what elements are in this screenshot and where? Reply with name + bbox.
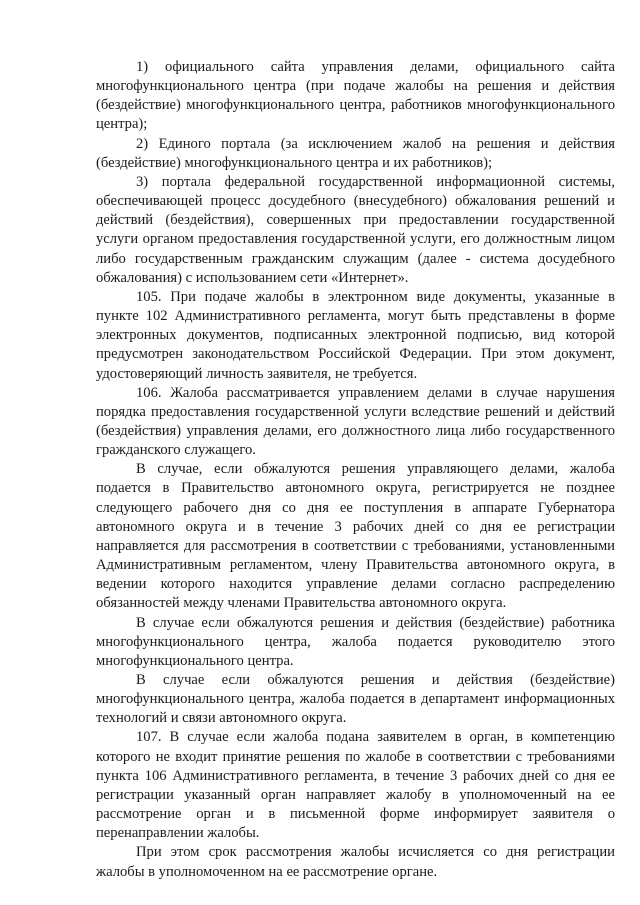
paragraph-review-term: При этом срок рассмотрения жалобы исчисляется со дня регистрации жалобы в уполномоченном на ее рассмотрение органе.	[96, 844, 615, 880]
paragraph-item-3-federal-portal: 3) портала федеральной государственной информационной системы, обеспечивающей процесс досудебного (внесудебного) обжалования решений и действий (бездействия), совершенных при предоставлении государственной услуги органом предоставления государственной услуги, его должностным лицом либо государственным гражданским служащим (далее - система досудебного обжалования) с использованием сети «Интернет».	[96, 173, 615, 286]
document-page	[96, 58, 615, 882]
paragraph-clause-106: 106. Жалоба рассматривается управлением делами в случае нарушения порядка предоставления государственной услуги вследствие решений и действий (бездействия) управления делами, его должностного лица либо государственного гражданского служащего.	[96, 384, 615, 459]
paragraph-mfc-center: В случае если обжалуются решения и действия (бездействие) многофункционального центра, жалоба подается в департамент информационных технологий и связи автономного округа.	[96, 672, 615, 727]
paragraph-item-2-unified-portal: 2) Единого портала (за исключением жалоб на решения и действия (бездействие) многофункционального центра и их работников);	[96, 135, 615, 171]
paragraph-item-1-official-site: 1) официального сайта управления делами, официального сайта многофункционального центра (при подаче жалобы на решения и действия (бездействие) многофункционального центра, работников многофункционального центра);	[96, 59, 615, 133]
paragraph-clause-105: 105. При подаче жалобы в электронном виде документы, указанные в пункте 102 Административного регламента, могут быть представлены в форме электронных документов, подписанных электронной подписью, вид которой предусмотрен законодательством Российской Федерации. При этом документ, удостоверяющий личность заявителя, не требуется.	[96, 288, 615, 382]
paragraph-clause-107: 107. В случае если жалоба подана заявителем в орган, в компетенцию которого не входит принятие решения по жалобе в соответствии с требованиями пункта 106 Административного регламента, в течение 3 рабочих дней со дня ее регистрации указанный орган направляет жалобу в уполномоченный на ее рассмотрение орган и в письменной форме информирует заявителя о перенаправлении жалобы.	[96, 729, 615, 842]
paragraph-mfc-worker: В случае если обжалуются решения и действия (бездействие) работника многофункционального центра, жалоба подается руководителю этого многофункционального центра.	[96, 614, 615, 669]
paragraph-manager-decisions: В случае, если обжалуются решения управляющего делами, жалоба подается в Правительство автономного округа, регистрируется не позднее следующего рабочего дня со дня ее поступления в аппарате Губернатора автономного округа и в течение 3 рабочих дней со дня ее регистрации направляется для рассмотрения в соответствии с требованиями, установленными Административным регламентом, члену Правительства автономного округа, в ведении которого находится управление делами согласно распределению обязанностей между членами Правительства автономного округа.	[96, 461, 615, 612]
